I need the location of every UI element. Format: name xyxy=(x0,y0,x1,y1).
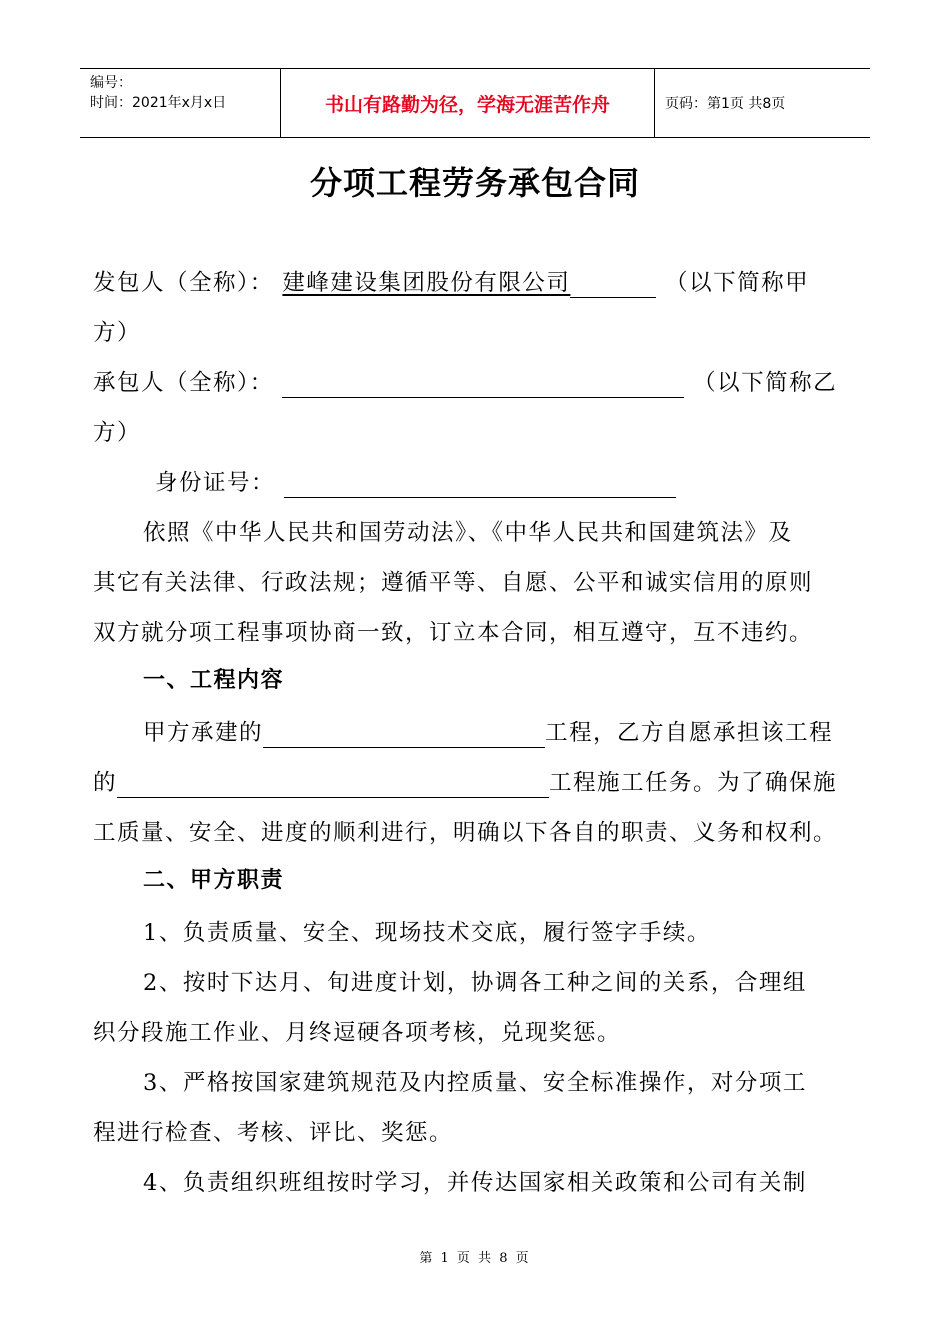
contractor-line xyxy=(93,368,837,398)
issuer-line xyxy=(93,268,809,298)
issuer-suffix: （以下简称甲 xyxy=(665,270,810,296)
section-1-line-3: 工质量、安全、进度的顺利进行，明确以下各自的职责、义务和权利。 xyxy=(93,820,838,846)
section-2-item-1: 1、负责质量、安全、现场技术交底，履行签字手续。 xyxy=(143,920,711,946)
id-line xyxy=(155,468,676,498)
contractor-suffix-line: 方） xyxy=(93,420,142,446)
section-2-item-3: 3、严格按国家建筑规范及内控质量、安全标准操作，对分项工 xyxy=(143,1070,807,1096)
header-meta xyxy=(80,69,281,137)
header-page-info: 页码：第1页 共8页 xyxy=(665,96,786,112)
section-2-item-2: 2、按时下达月、旬进度计划，协调各工种之间的关系，合理组 xyxy=(143,970,807,996)
issuer-label: 发包人（全称）： xyxy=(93,270,274,296)
issuer-name: 建峰建设集团股份有限公司 xyxy=(282,270,571,296)
document-number-label: 编号： xyxy=(90,75,132,91)
id-blank xyxy=(284,469,676,498)
section-2-item-2-cont: 织分段施工作业、月终逗硬各项考核，兑现奖惩。 xyxy=(93,1020,622,1046)
header-motto: 书山有路勤为径，学海无涯苦作舟 xyxy=(281,69,655,137)
page-footer: 第 1 页 共 8 页 xyxy=(419,1251,531,1266)
issuer-blank xyxy=(570,269,656,298)
section-1-text-b: 工程，乙方自愿承担该工程 xyxy=(545,720,834,746)
section-1-line-2 xyxy=(93,768,837,798)
section-1-line-1 xyxy=(143,718,833,748)
intro-line-2: 其它有关法律、行政法规；遵循平等、自愿、公平和诚实信用的原则 xyxy=(93,570,814,596)
section-2-heading: 二、甲方职责 xyxy=(143,868,285,893)
page-header xyxy=(80,68,870,138)
project-name-blank xyxy=(263,719,545,748)
section-2-item-4: 4、负责组织班组按时学习，并传达国家相关政策和公司有关制 xyxy=(143,1170,807,1196)
section-2-item-3-cont: 程进行检查、考核、评比、奖惩。 xyxy=(93,1120,454,1146)
document-time: 时间：2021年x月x日 xyxy=(90,95,227,111)
issuer-suffix-line: 方） xyxy=(93,320,142,346)
intro-line-1: 依照《中华人民共和国劳动法》、《中华人民共和国建筑法》及 xyxy=(143,520,793,546)
section-1-heading: 一、工程内容 xyxy=(143,668,285,693)
section-1-text-d: 工程施工任务。为了确保施 xyxy=(549,770,838,796)
intro-line-3: 双方就分项工程事项协商一致，订立本合同，相互遵守，互不违约。 xyxy=(93,620,814,646)
contractor-blank xyxy=(282,369,684,398)
contractor-label: 承包人（全称）： xyxy=(93,370,274,396)
id-label: 身份证号： xyxy=(155,470,276,496)
contractor-suffix: （以下简称乙 xyxy=(693,370,838,396)
section-1-text-c: 的 xyxy=(93,770,118,796)
section-1-text-a: 甲方承建的 xyxy=(143,720,264,746)
document-title: 分项工程劳务承包合同 xyxy=(309,164,640,202)
task-name-blank xyxy=(117,769,549,798)
